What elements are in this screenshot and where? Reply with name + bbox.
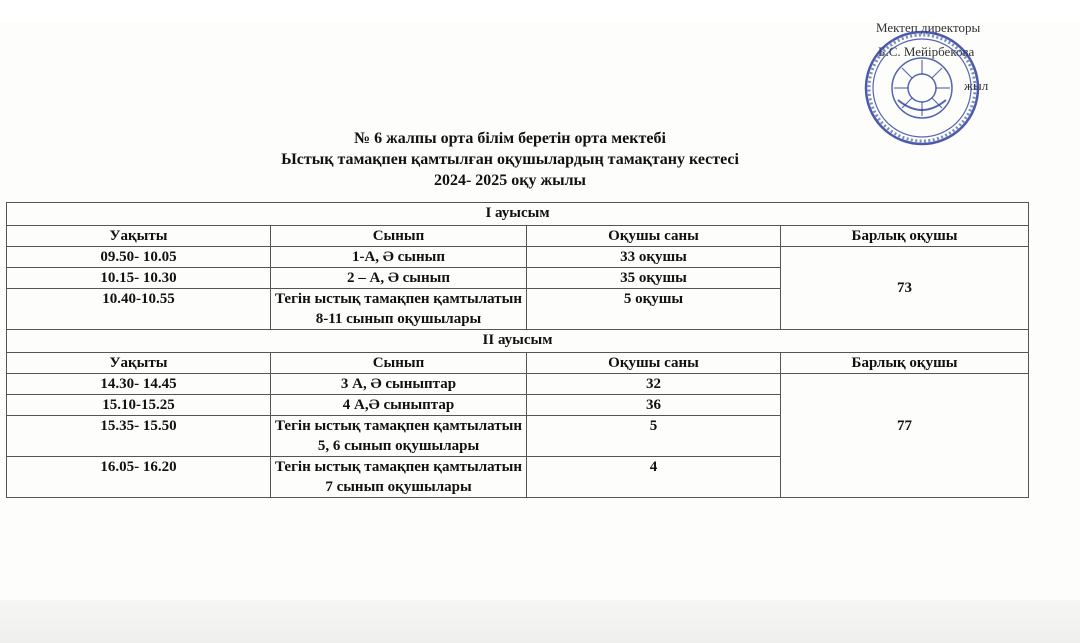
page-bottom-shade	[0, 600, 1080, 643]
row-count: 36	[527, 395, 781, 416]
row-class: 3 А, Ә сыныптар	[271, 374, 527, 395]
school-year: 2024- 2025 оқу жылы	[433, 172, 587, 189]
row-time: 10.15- 10.30	[7, 268, 271, 289]
header-count: Оқушы саны	[527, 353, 781, 374]
approval-director-label: Мектеп директоры	[876, 20, 981, 35]
header-time: Уақыты	[7, 226, 271, 247]
shift1-title: I ауысым	[7, 203, 1029, 226]
header-count: Оқушы саны	[527, 226, 781, 247]
header-total: Барлық оқушы	[781, 226, 1029, 247]
row-count: 4	[527, 457, 781, 498]
row-time: 15.10-15.25	[7, 395, 271, 416]
row-class: 1-А, Ә сынып	[271, 247, 527, 268]
row-class: 2 – А, Ә сынып	[271, 268, 527, 289]
row-count: 5 оқушы	[527, 289, 781, 330]
shift2-title-row	[7, 330, 1029, 353]
state-emblem-seal-icon	[862, 28, 982, 148]
header-time: Уақыты	[7, 353, 271, 374]
shift1-header-row	[7, 226, 1029, 247]
row-class: 4 А,Ә сыныптар	[271, 395, 527, 416]
page-top-edge	[0, 0, 1080, 22]
row-time: 15.35- 15.50	[7, 416, 271, 457]
table-row	[7, 247, 1029, 268]
row-class: Тегін ыстық тамақпен қамтылатын 7 сынып оқушылары	[271, 457, 527, 498]
shift1-total: 73	[781, 247, 1029, 330]
row-count: 33 оқушы	[527, 247, 781, 268]
row-time: 10.40-10.55	[7, 289, 271, 330]
shift1-title-row	[7, 203, 1029, 226]
table-row	[7, 374, 1029, 395]
approval-year-label: жыл	[964, 78, 989, 93]
document-heading	[190, 128, 830, 191]
header-total: Барлық оқушы	[781, 353, 1029, 374]
row-time: 09.50- 10.05	[7, 247, 271, 268]
approval-director-name: Б.С. Мейірбекова	[878, 44, 975, 59]
header-class: Сынып	[271, 353, 527, 374]
row-count: 35 оқушы	[527, 268, 781, 289]
row-time: 16.05- 16.20	[7, 457, 271, 498]
row-count: 5	[527, 416, 781, 457]
school-name: № 6 жалпы орта білім беретін орта мектебі	[354, 130, 666, 147]
header-class: Сынып	[271, 226, 527, 247]
row-count: 32	[527, 374, 781, 395]
meal-schedule-table	[6, 202, 1029, 498]
row-class: Тегін ыстық тамақпен қамтылатын 8-11 сынып оқушылары	[271, 289, 527, 330]
shift2-header-row	[7, 353, 1029, 374]
row-class: Тегін ыстық тамақпен қамтылатын 5, 6 сынып оқушылары	[271, 416, 527, 457]
schedule-title: Ыстық тамақпен қамтылған оқушылардың тамақтану кестесі	[281, 151, 739, 168]
shift2-total: 77	[781, 374, 1029, 498]
shift2-title: II ауысым	[7, 330, 1029, 353]
row-time: 14.30- 14.45	[7, 374, 271, 395]
